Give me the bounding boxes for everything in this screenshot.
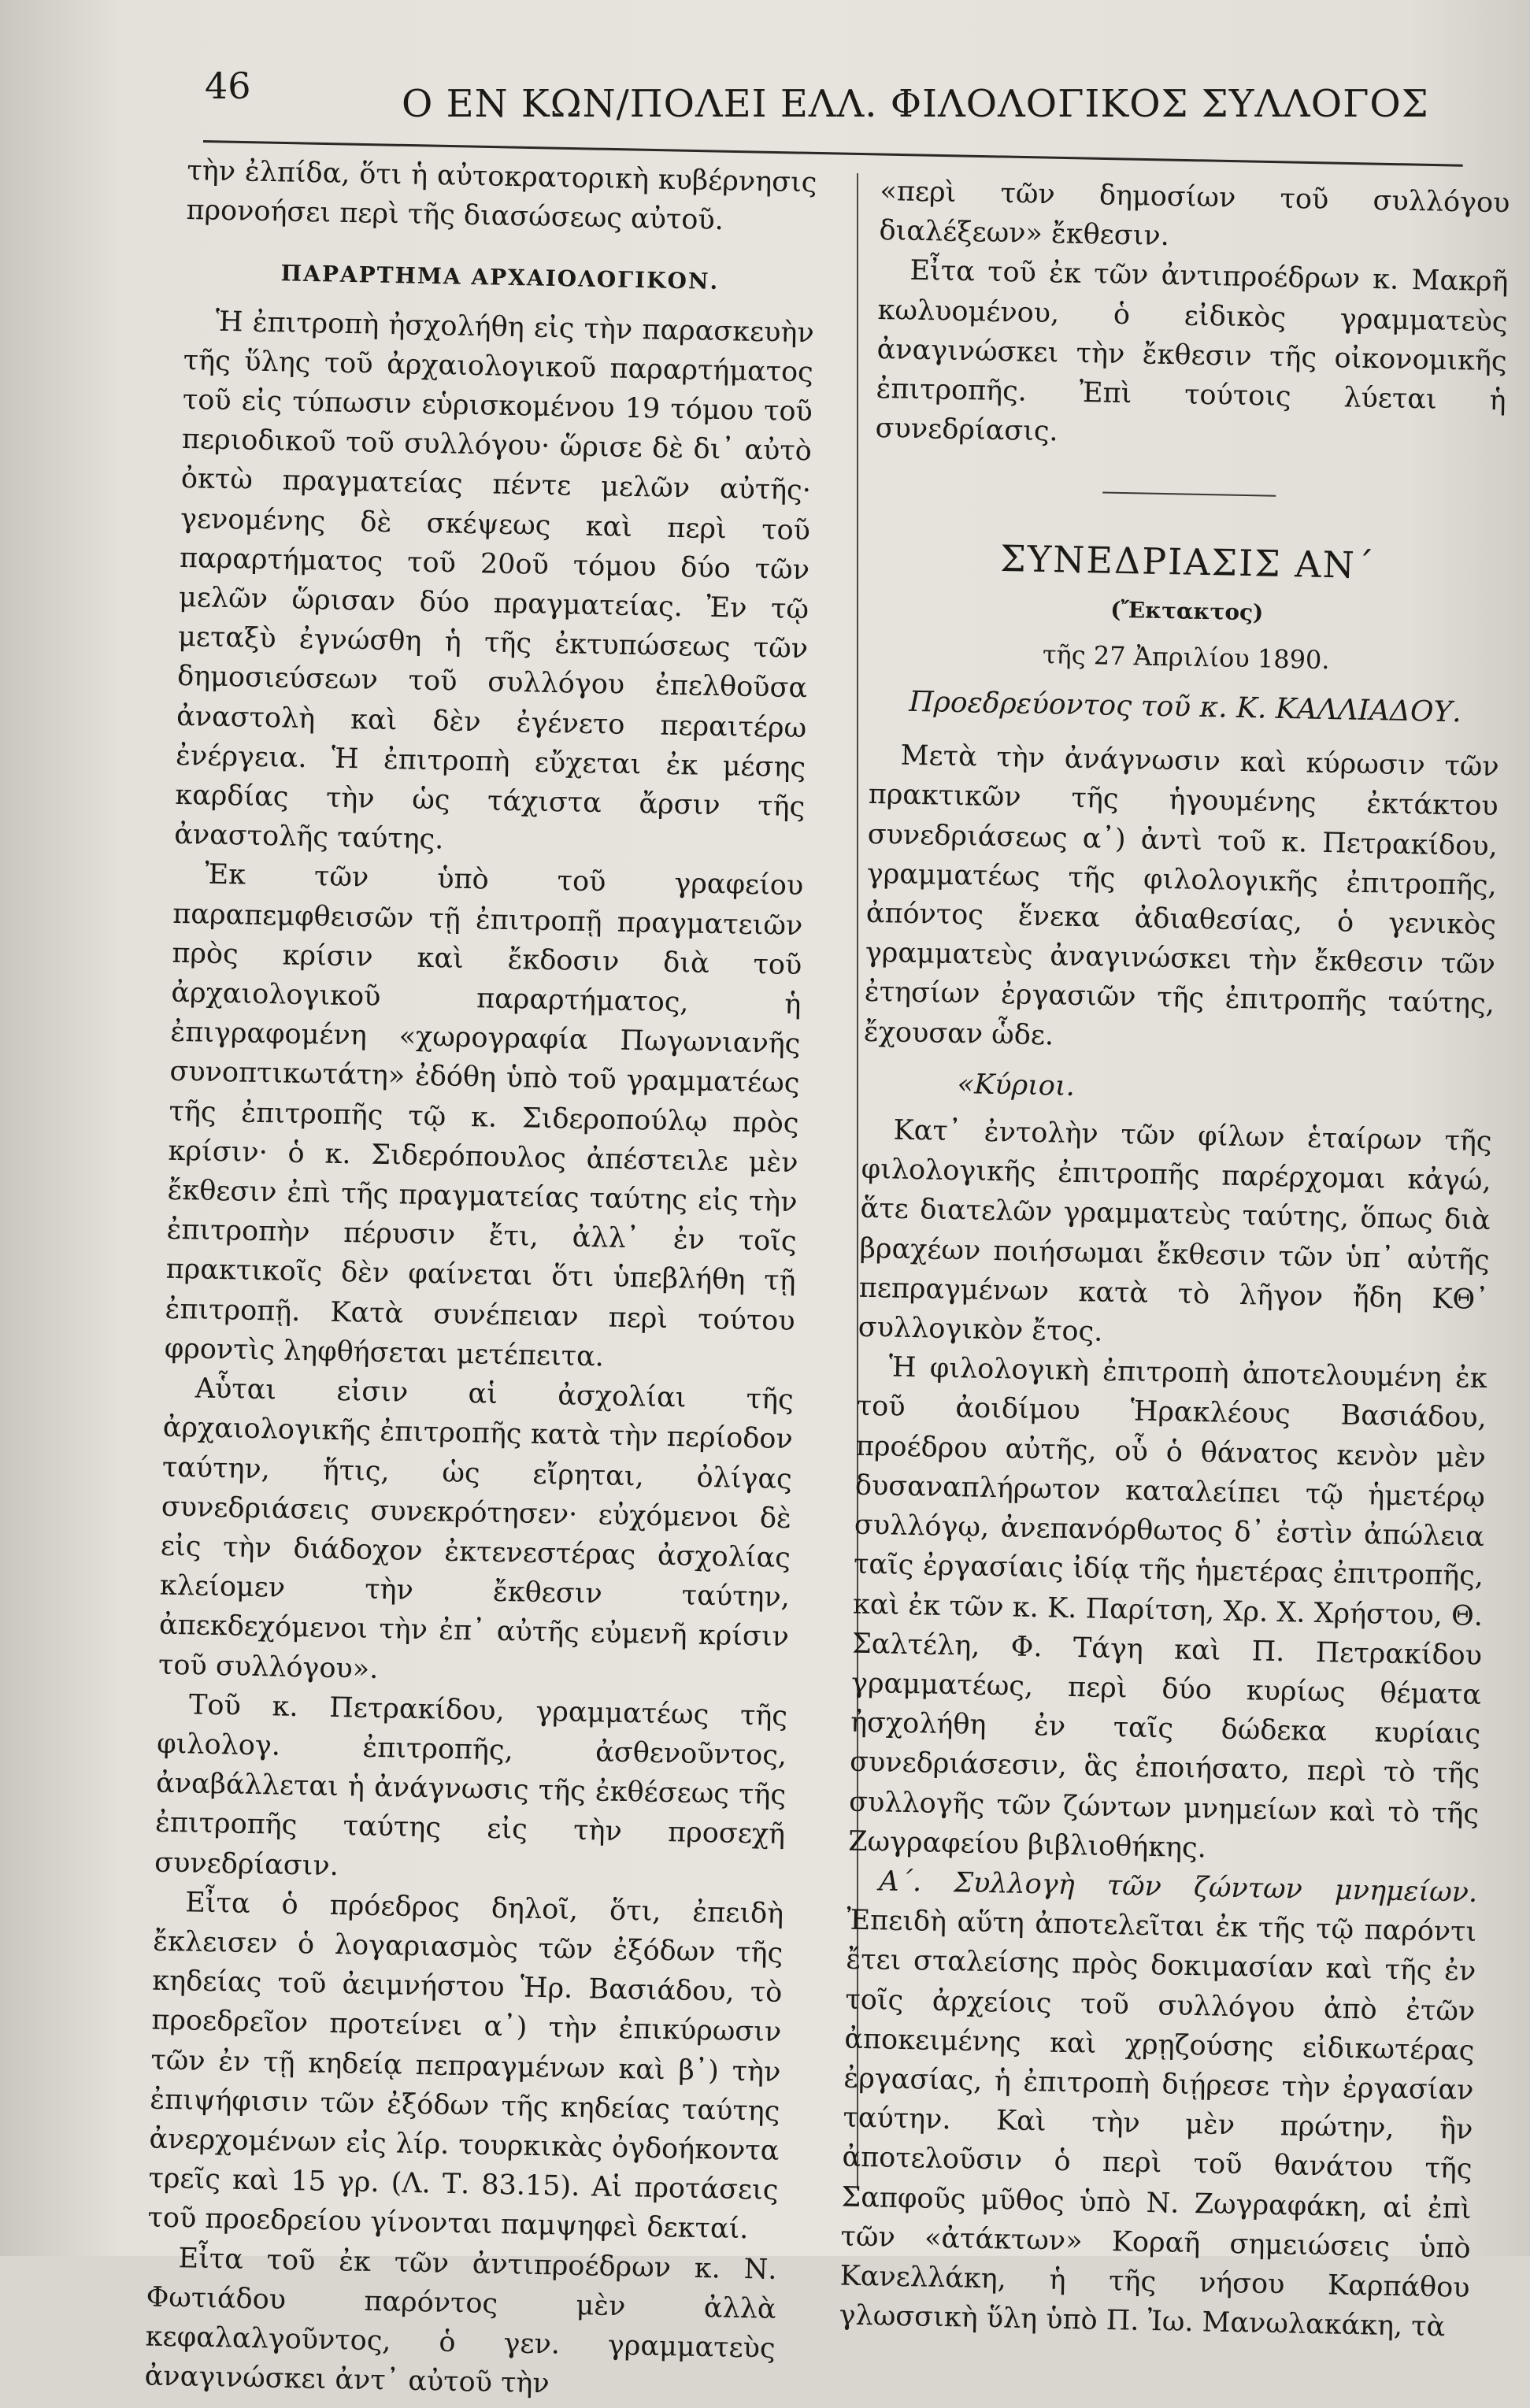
left-paragraph-5: Τοῦ κ. Πετρακίδου, γραμματέως τῆς φιλολογ. ἐπιτροπῆς, ἀσθενοῦντος, ἀναβάλλεται ἡ ἀνάγνωσις τῆς ἐκθέσεως τῆς ἐπιτροπῆς ταύτης εἰς τὴν προσεχῆ συνεδρίασιν.: [154, 1689, 788, 1882]
right-paragraph-4: Κατ᾽ ἐντολὴν τῶν φίλων ἑταίρων τῆς φιλολογικῆς ἐπιτροπῆς παρέρχομαι κἀγώ, ἅτε διατελῶν γραμματεὺς ταύτης, ὅπως διὰ βραχέων ποιήσωμαι ἔκθεσιν τῶν ὑπ᾽ αὐτῆς πεπραγμένων κατὰ τὸ λῆγον ἤδη ΚΘ᾽ συλλογικὸν ἔτος.: [858, 1114, 1492, 1348]
session-chair: Προεδρεύοντος τοῦ κ. Κ. ΚΑΛΛΙΑΔΟΥ.: [908, 685, 1462, 729]
left-paragraph-6: Εἶτα ὁ πρόεδρος δηλοῖ, ὅτι, ἐπειδὴ ἔκλεισεν ὁ λογαριασμὸς τῶν ἐξόδων τῆς κηδείας τοῦ ἀειμνήστου Ἡρ. Βασιάδου, τὸ προεδρεῖον προτείνει α᾽) τὴν ἐπικύρωσιν τῶν ἐν τῇ κηδείᾳ πεπραγμένων καὶ β᾽) τὴν ἐπιψήφισιν τῶν ἐξόδων τῆς κηδείας ταύτης ἀνερχομένων εἰς λίρ. τουρκικὰς ὀγδοήκοντα τρεῖς καὶ 15 γρ. (Λ. Τ. 83.15). Αἱ προτάσεις τοῦ προεδρείου γίνονται παμψηφεὶ δεκταί.: [147, 1887, 784, 2246]
session-type: (Ἔκτακτος): [1110, 596, 1264, 626]
session-title: ΣΥΝΕΔΡΙΑΣΙΣ ΑΝ΄: [999, 537, 1376, 587]
right-paragraph-1: «περὶ τῶν δημοσίων τοῦ συλλόγου διαλέξεων» ἔκθεσιν.: [879, 175, 1510, 253]
left-column: [144, 151, 817, 2400]
right-paragraph-6-text: Ἐπειδὴ αὕτη ἀποτελεῖται ἐκ τῆς τῷ παρόντι ἔτει σταλείσης πρὸς δοκιμασίαν καὶ τῆς ἐν τοῖς ἀρχείοις τοῦ συλλόγου ἀπὸ ἐτῶν ἀποκειμένης καὶ χρῃζούσης εἰδικωτέρας ἐργασίας, ἡ ἐπιτροπὴ διῄρεσε τὴν ἐργασίαν ταύτην. Καὶ τὴν μὲν πρώτην, ἣν ἀποτελοῦσιν ὁ περὶ τοῦ θανάτου τῆς Σαπφοῦς μῦθος ὑπὸ Ν. Ζωγραφάκη, αἱ ἐπὶ τῶν «ἀτάκτων» Κοραῆ σημειώσεις ὑπὸ Κανελλάκη, ἡ τῆς νήσου Καρπάθου γλωσσικὴ ὕλη ὑπὸ Π. Ἰω. Μανωλακάκη, τὰ: [839, 1904, 1477, 2343]
right-column: [839, 172, 1510, 2343]
left-paragraph-4: Αὗται εἰσιν αἱ ἀσχολίαι τῆς ἀρχαιολογικῆς ἐπιτροπῆς κατὰ τὴν περίοδον ταύτην, ἥτις, ὡς εἴρηται, ὀλίγας συνεδριάσεις συνεκρότησεν· εὐχόμενοι δὲ εἰς τὴν διάδοχον ἐκτενεστέρας ἀσχολίας κλείομεν τὴν ἔκθεσιν ταύτην, ἀπεκδεχόμενοι τὴν ἐπ᾽ αὐτῆς εὐμενῆ κρίσιν τοῦ συλλόγου».: [157, 1373, 795, 1685]
right-paragraph-6: [839, 1862, 1477, 2348]
left-paragraph-7: Εἶτα τοῦ ἐκ τῶν ἀντιπροέδρων κ. Ν. Φωτιάδου παρόντος μὲν ἀλλὰ κεφαλαλγοῦντος, ὁ γεν. γραμματεὺς ἀναγινώσκει ἀντ᾽ αὐτοῦ τὴν: [144, 2242, 777, 2400]
section-heading: ΠΑΡΑΡΤΗΜΑ ΑΡΧΑΙΟΛΟΓΙΚΟΝ.: [280, 260, 720, 295]
left-paragraph-3: Ἐκ τῶν ὑπὸ τοῦ γραφείου παραπεμφθεισῶν τῇ ἐπιτροπῇ πραγματειῶν πρὸς κρίσιν καὶ ἔκδοσιν διὰ τοῦ ἀρχαιολογικοῦ παραρτήματος, ἡ ἐπιγραφομένη «χωρογραφία Πωγωνιανῆς συνοπτικωτάτη» ἐδόθη ὑπὸ τοῦ γραμματέως τῆς ἐπιτροπῆς τῷ κ. Σιδεροπούλῳ πρὸς κρίσιν· ὁ κ. Σιδερόπουλος ἀπέστειλε μὲν ἔκθεσιν ἐπὶ τῆς πραγματείας ταύτης εἰς τὴν ἐπιτροπὴν πέρυσιν ἔτι, ἀλλ᾽ ἐν τοῖς πρακτικοῖς δὲν φαίνεται ὅτι ὑπεβλήθη τῇ ἐπιτροπῇ. Κατὰ συνέπειαν περὶ τούτου φροντὶς ληφθήσεται μετέπειτα.: [164, 859, 804, 1373]
session-date: τῆς 27 Ἀπριλίου 1890.: [1042, 639, 1330, 675]
address-salutation: «Κύριοι.: [957, 1068, 1076, 1102]
subsection-heading: Α΄. Συλλογὴ τῶν ζώντων μνημείων.: [878, 1865, 1478, 1909]
left-paragraph-2: Ἡ ἐπιτροπὴ ἠσχολήθη εἰς τὴν παρασκευὴν τῆς ὕλης τοῦ ἀρχαιολογικοῦ παραρτήματος τοῦ εἰς τύπωσιν εὑρισκομένου 19 τόμου τοῦ περιοδικοῦ τοῦ συλλόγου· ὥρισε δὲ δι᾽ αὐτὸ ὀκτὼ πραγματείας πέντε μελῶν αὐτῆς· γενομένης δὲ σκέψεως καὶ περὶ τοῦ παραρτήματος τοῦ 20οῦ τόμου δύο τῶν μελῶν ὥρισαν δύο πραγματείας. Ἐν τῷ μεταξὺ ἐγνώσθη ἡ τῆς ἐκτυπώσεως τῶν δημοσιεύσεων τοῦ συλλόγου ἐπελθοῦσα ἀναστολὴ καὶ δὲν ἐγένετο περαιτέρω ἐνέργεια. Ἡ ἐπιτροπὴ εὔχεται ἐκ μέσης καρδίας τὴν ὡς τάχιστα ἄρσιν τῆς ἀναστολῆς ταύτης.: [173, 306, 815, 856]
left-paragraph-1: τὴν ἐλπίδα, ὅτι ἡ αὐτοκρατορικὴ κυβέρνησις προνοήσει περὶ τῆς διασώσεως αὐτοῦ.: [186, 154, 817, 237]
section-divider-rule: [1102, 492, 1276, 497]
journal-title: Ο ΕΝ ΚΩΝ/ΠΟΛΕΙ ΕΛΛ. ΦΙΛΟΛΟΓΙΚΟΣ ΣΥΛΛΟΓΟΣ: [402, 82, 1429, 126]
running-head: [205, 65, 1429, 128]
right-paragraph-5: Ἡ φιλολογικὴ ἐπιτροπὴ ἀποτελουμένη ἐκ τοῦ ἀοιδίμου Ἡρακλέους Βασιάδου, προέδρου αὐτῆς, οὗ ὁ θάνατος κενὸν μὲν δυσαναπλήρωτον καταλείπει τῷ ἡμετέρῳ συλλόγῳ, ἀνεπανόρθωτος δ᾽ ἐστὶν ἀπώλεια ταῖς ἐργασίαις ἰδίᾳ τῆς ἡμετέρας ἐπιτροπῆς, καὶ ἐκ τῶν κ. Κ. Παρίτση, Χρ. Χ. Χρήστου, Θ. Σαλτέλη, Φ. Τάγη καὶ Π. Πετρακίδου γραμματέως, περὶ δύο κυρίως θέματα ἠσχολήθη ἐν ταῖς δώδεκα κυρίαις συνεδριάσεσιν, ἃς ἐποιήσατο, περὶ τὸ τῆς συλλογῆς τῶν ζώντων μνημείων καὶ τὸ τῆς Ζωγραφείου βιβλιοθήκης.: [847, 1351, 1488, 1865]
right-paragraph-2: Εἶτα τοῦ ἐκ τῶν ἀντιπροέδρων κ. Μακρῆ κωλυομένου, ὁ εἰδικὸς γραμματεὺς ἀναγινώσκει τὴν ἔκθεσιν τῆς οἰκονομικῆς ἐπιτροπῆς. Ἐπὶ τούτοις λύεται ἡ συνεδρίασις.: [875, 255, 1509, 448]
right-paragraph-3: Μετὰ τὴν ἀνάγνωσιν καὶ κύρωσιν τῶν πρακτικῶν τῆς ἡγουμένης ἐκτάκτου συνεδριάσεως α᾽) ἀντὶ τοῦ κ. Πετρακίδου, γραμματέως τῆς φιλολογικῆς ἐπιτροπῆς, ἀπόντος ἕνεκα ἀδιαθεσίας, ὁ γενικὸς γραμματεὺς ἀναγινώσκει τὴν ἔκθεσιν τῶν ἐτησίων ἐργασιῶν τῆς ἐπιτροπῆς ταύτης, ἔχουσαν ὧδε.: [863, 739, 1500, 1052]
page-number: 46: [205, 65, 251, 107]
